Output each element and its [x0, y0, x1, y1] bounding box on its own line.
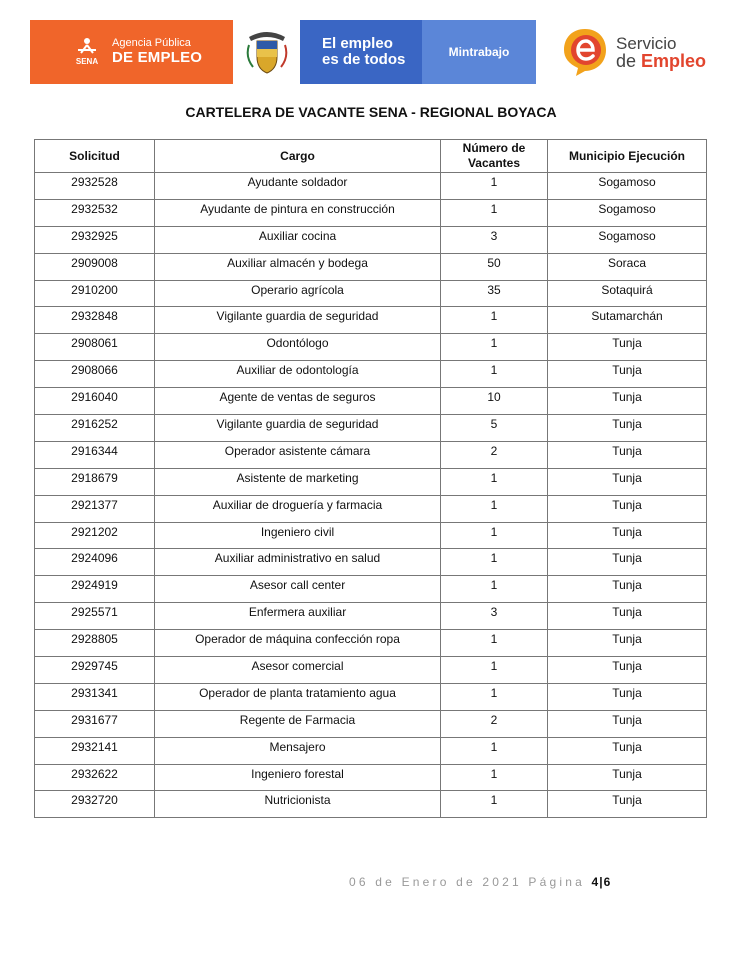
cell-municipio: Sogamoso — [548, 199, 707, 226]
sena-logo-icon — [70, 35, 104, 69]
cell-municipio: Tunja — [548, 388, 707, 415]
cell-solicitud: 2928805 — [35, 630, 155, 657]
cell-municipio: Tunja — [548, 415, 707, 442]
page-title: CARTELERA DE VACANTE SENA - REGIONAL BOYACA — [185, 104, 557, 120]
cell-cargo: Ingeniero civil — [155, 522, 441, 549]
cell-solicitud: 2932532 — [35, 199, 155, 226]
slogan-line2: es de todos — [322, 51, 406, 68]
cell-vacantes: 1 — [441, 549, 548, 576]
cell-solicitud: 2916040 — [35, 388, 155, 415]
table-row — [35, 603, 707, 630]
cell-vacantes: 1 — [441, 173, 548, 200]
cell-vacantes: 10 — [441, 388, 548, 415]
cell-municipio: Tunja — [548, 495, 707, 522]
agency-name — [112, 38, 202, 65]
page-number: 4|6 — [591, 875, 612, 889]
cell-cargo: Auxiliar almacén y bodega — [155, 253, 441, 280]
coat-of-arms-icon — [245, 27, 289, 77]
cell-solicitud: 2924096 — [35, 549, 155, 576]
table-row — [35, 226, 707, 253]
cell-municipio: Tunja — [548, 791, 707, 818]
cell-municipio: Tunja — [548, 710, 707, 737]
cell-cargo: Ayudante de pintura en construcción — [155, 199, 441, 226]
ministry-label: Mintrabajo — [422, 20, 536, 84]
servicio-de: de — [616, 50, 642, 71]
cell-vacantes: 3 — [441, 603, 548, 630]
cell-cargo: Vigilante guardia de seguridad — [155, 415, 441, 442]
cell-municipio: Soraca — [548, 253, 707, 280]
cell-cargo: Regente de Farmacia — [155, 710, 441, 737]
header-banner — [30, 20, 536, 84]
cell-vacantes: 1 — [441, 737, 548, 764]
table-row — [35, 764, 707, 791]
table-row — [35, 630, 707, 657]
cell-municipio: Sogamoso — [548, 226, 707, 253]
coat-of-arms-segment — [233, 20, 300, 84]
table-row — [35, 307, 707, 334]
cell-solicitud: 2921202 — [35, 522, 155, 549]
cell-vacantes: 2 — [441, 441, 548, 468]
cell-municipio: Tunja — [548, 657, 707, 684]
cell-municipio: Tunja — [548, 334, 707, 361]
cell-municipio: Tunja — [548, 441, 707, 468]
cell-vacantes: 1 — [441, 630, 548, 657]
table-row — [35, 683, 707, 710]
header-solicitud: Solicitud — [35, 140, 155, 173]
cell-cargo: Asistente de marketing — [155, 468, 441, 495]
cell-cargo: Agente de ventas de seguros — [155, 388, 441, 415]
cell-municipio: Tunja — [548, 576, 707, 603]
cell-municipio: Tunja — [548, 549, 707, 576]
cell-solicitud: 2916344 — [35, 441, 155, 468]
cell-cargo: Nutricionista — [155, 791, 441, 818]
page-footer — [349, 875, 611, 889]
cell-solicitud: 2929745 — [35, 657, 155, 684]
cell-solicitud: 2932528 — [35, 173, 155, 200]
servicio-empleo: Empleo — [641, 50, 707, 71]
cell-cargo: Operador asistente cámara — [155, 441, 441, 468]
cell-cargo: Asesor call center — [155, 576, 441, 603]
table-row — [35, 388, 707, 415]
cell-solicitud: 2908066 — [35, 361, 155, 388]
cell-cargo: Auxiliar cocina — [155, 226, 441, 253]
cell-municipio: Sogamoso — [548, 173, 707, 200]
table-row — [35, 737, 707, 764]
servicio-line2 — [616, 52, 706, 70]
table-row — [35, 253, 707, 280]
header-cargo: Cargo — [155, 140, 441, 173]
table-row — [35, 468, 707, 495]
cell-municipio: Sotaquirá — [548, 280, 707, 307]
cell-vacantes: 1 — [441, 791, 548, 818]
cell-solicitud: 2908061 — [35, 334, 155, 361]
table-row — [35, 549, 707, 576]
cell-municipio: Tunja — [548, 630, 707, 657]
cell-solicitud: 2931341 — [35, 683, 155, 710]
cell-vacantes: 1 — [441, 522, 548, 549]
cell-municipio: Tunja — [548, 522, 707, 549]
cell-cargo: Auxiliar de droguería y farmacia — [155, 495, 441, 522]
cell-cargo: Odontólogo — [155, 334, 441, 361]
cell-municipio: Tunja — [548, 737, 707, 764]
table-row — [35, 657, 707, 684]
table-row — [35, 334, 707, 361]
cell-vacantes: 1 — [441, 361, 548, 388]
cell-vacantes: 1 — [441, 307, 548, 334]
cell-solicitud: 2932622 — [35, 764, 155, 791]
cell-vacantes: 1 — [441, 468, 548, 495]
cell-cargo: Ayudante soldador — [155, 173, 441, 200]
cell-vacantes: 50 — [441, 253, 548, 280]
cell-solicitud: 2932720 — [35, 791, 155, 818]
slogan — [300, 36, 432, 69]
cell-solicitud: 2932925 — [35, 226, 155, 253]
table-row — [35, 199, 707, 226]
cell-solicitud: 2910200 — [35, 280, 155, 307]
table-row — [35, 415, 707, 442]
table-row — [35, 280, 707, 307]
cell-municipio: Tunja — [548, 468, 707, 495]
table-header-row — [35, 140, 707, 173]
agency-line1: Agencia Pública — [112, 37, 191, 50]
cell-vacantes: 1 — [441, 199, 548, 226]
cell-cargo: Mensajero — [155, 737, 441, 764]
vacancies-table — [34, 139, 707, 818]
table-body — [35, 173, 707, 818]
agency-line2: DE EMPLEO — [112, 48, 203, 66]
cell-cargo: Auxiliar de odontología — [155, 361, 441, 388]
cell-solicitud: 2918679 — [35, 468, 155, 495]
cell-solicitud: 2925571 — [35, 603, 155, 630]
cell-cargo: Asesor comercial — [155, 657, 441, 684]
cell-vacantes: 1 — [441, 764, 548, 791]
cell-cargo: Vigilante guardia de seguridad — [155, 307, 441, 334]
cell-vacantes: 5 — [441, 415, 548, 442]
table-row — [35, 441, 707, 468]
cell-vacantes: 3 — [441, 226, 548, 253]
cell-municipio: Tunja — [548, 683, 707, 710]
cell-solicitud: 2916252 — [35, 415, 155, 442]
cell-solicitud: 2932848 — [35, 307, 155, 334]
slogan-segment — [300, 20, 536, 84]
cell-cargo: Operario agrícola — [155, 280, 441, 307]
cell-cargo: Operador de máquina confección ropa — [155, 630, 441, 657]
cell-solicitud: 2932141 — [35, 737, 155, 764]
cell-vacantes: 1 — [441, 495, 548, 522]
cell-solicitud: 2921377 — [35, 495, 155, 522]
agency-segment — [30, 20, 233, 84]
cell-vacantes: 1 — [441, 576, 548, 603]
cell-municipio: Tunja — [548, 764, 707, 791]
cell-cargo: Ingeniero forestal — [155, 764, 441, 791]
table-row — [35, 576, 707, 603]
servicio-empleo-text — [616, 35, 706, 70]
table-row — [35, 522, 707, 549]
cell-solicitud: 2909008 — [35, 253, 155, 280]
cell-cargo: Enfermera auxiliar — [155, 603, 441, 630]
header-vacantes: Número de Vacantes — [441, 140, 548, 173]
cell-municipio: Tunja — [548, 361, 707, 388]
cell-vacantes: 35 — [441, 280, 548, 307]
cell-vacantes: 2 — [441, 710, 548, 737]
svg-text:SENA: SENA — [75, 57, 99, 66]
cell-vacantes: 1 — [441, 334, 548, 361]
table-row — [35, 791, 707, 818]
cell-municipio: Tunja — [548, 603, 707, 630]
cell-vacantes: 1 — [441, 657, 548, 684]
cell-vacantes: 1 — [441, 683, 548, 710]
table-row — [35, 495, 707, 522]
servicio-line1: Servicio — [616, 33, 677, 53]
header-municipio: Municipio Ejecución — [548, 140, 707, 173]
cell-solicitud: 2924919 — [35, 576, 155, 603]
table-row — [35, 361, 707, 388]
cell-cargo: Auxiliar administrativo en salud — [155, 549, 441, 576]
table-row — [35, 173, 707, 200]
cell-municipio: Sutamarchán — [548, 307, 707, 334]
footer-date: 06 de Enero de 2021 Página — [349, 875, 592, 889]
cell-cargo: Operador de planta tratamiento agua — [155, 683, 441, 710]
servicio-empleo-e-icon — [562, 27, 608, 77]
slogan-line1: El empleo — [322, 34, 393, 52]
cell-solicitud: 2931677 — [35, 710, 155, 737]
servicio-empleo-logo — [562, 24, 712, 80]
table-row — [35, 710, 707, 737]
